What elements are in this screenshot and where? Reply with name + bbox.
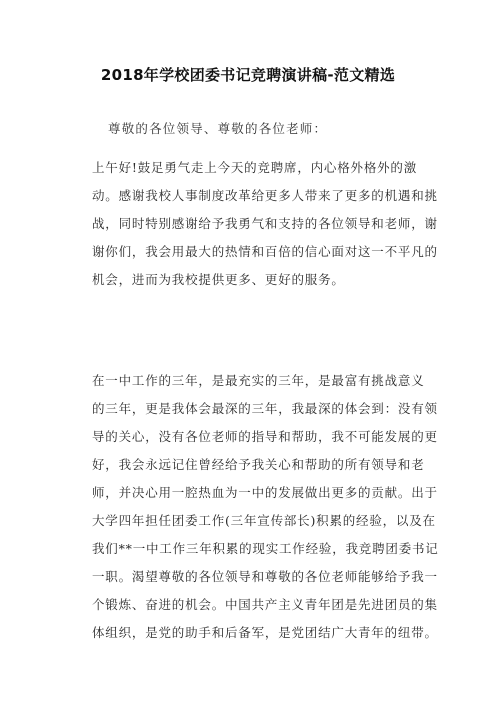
paragraph-line: 我们**一中工作三年积累的现实工作经验，我竞聘团委书记 [92,541,439,556]
paragraph-line: 导的关心，没有各位老师的指导和帮助，我不可能发展的更 [92,429,438,444]
paragraph-line: 个锻炼、奋进的机会。中国共产主义青年团是先进团员的集 [92,597,438,612]
paragraph-line: 在一中工作的三年，是最充实的三年，是最富有挑战意义 [92,373,425,388]
paragraph-line: 体组织，是党的助手和后备军，是党团结广大青年的纽带。 [92,625,438,640]
document-title: 2018年学校团委书记竞聘演讲稿-范文精选 [100,66,396,84]
paragraph-1 [92,154,438,294]
paragraph-line: 大学四年担任团委工作(三年宣传部长)积累的经验，以及在 [92,513,436,528]
paragraph-line: 师，并决心用一腔热血为一中的发展做出更多的贡献。出于 [92,485,438,500]
paragraph-line: 的三年，更是我体会最深的三年，我最深的体会到：没有领 [92,401,438,416]
paragraph-line: 动。感谢我校人事制度改革给更多人带来了更多的机遇和挑 [92,188,438,203]
paragraph-line: 机会，进而为我校提供更多、更好的服务。 [92,272,345,287]
paragraph-line: 一职。渴望尊敬的各位领导和尊敬的各位老师能够给予我一 [92,569,438,584]
salutation: 尊敬的各位领导、尊敬的各位老师： [108,121,328,136]
paragraph-line: 好，我会永远记住曾经给予我关心和帮助的所有领导和老 [92,457,425,472]
paragraph-line: 上午好!鼓足勇气走上今天的竞聘席，内心格外格外的激 [92,160,418,175]
paragraph-2 [92,367,439,647]
paragraph-line: 谢你们，我会用最大的热情和百倍的信心面对这一不平凡的 [92,244,438,259]
paragraph-line: 战，同时特别感谢给予我勇气和支持的各位领导和老师，谢 [92,216,438,231]
